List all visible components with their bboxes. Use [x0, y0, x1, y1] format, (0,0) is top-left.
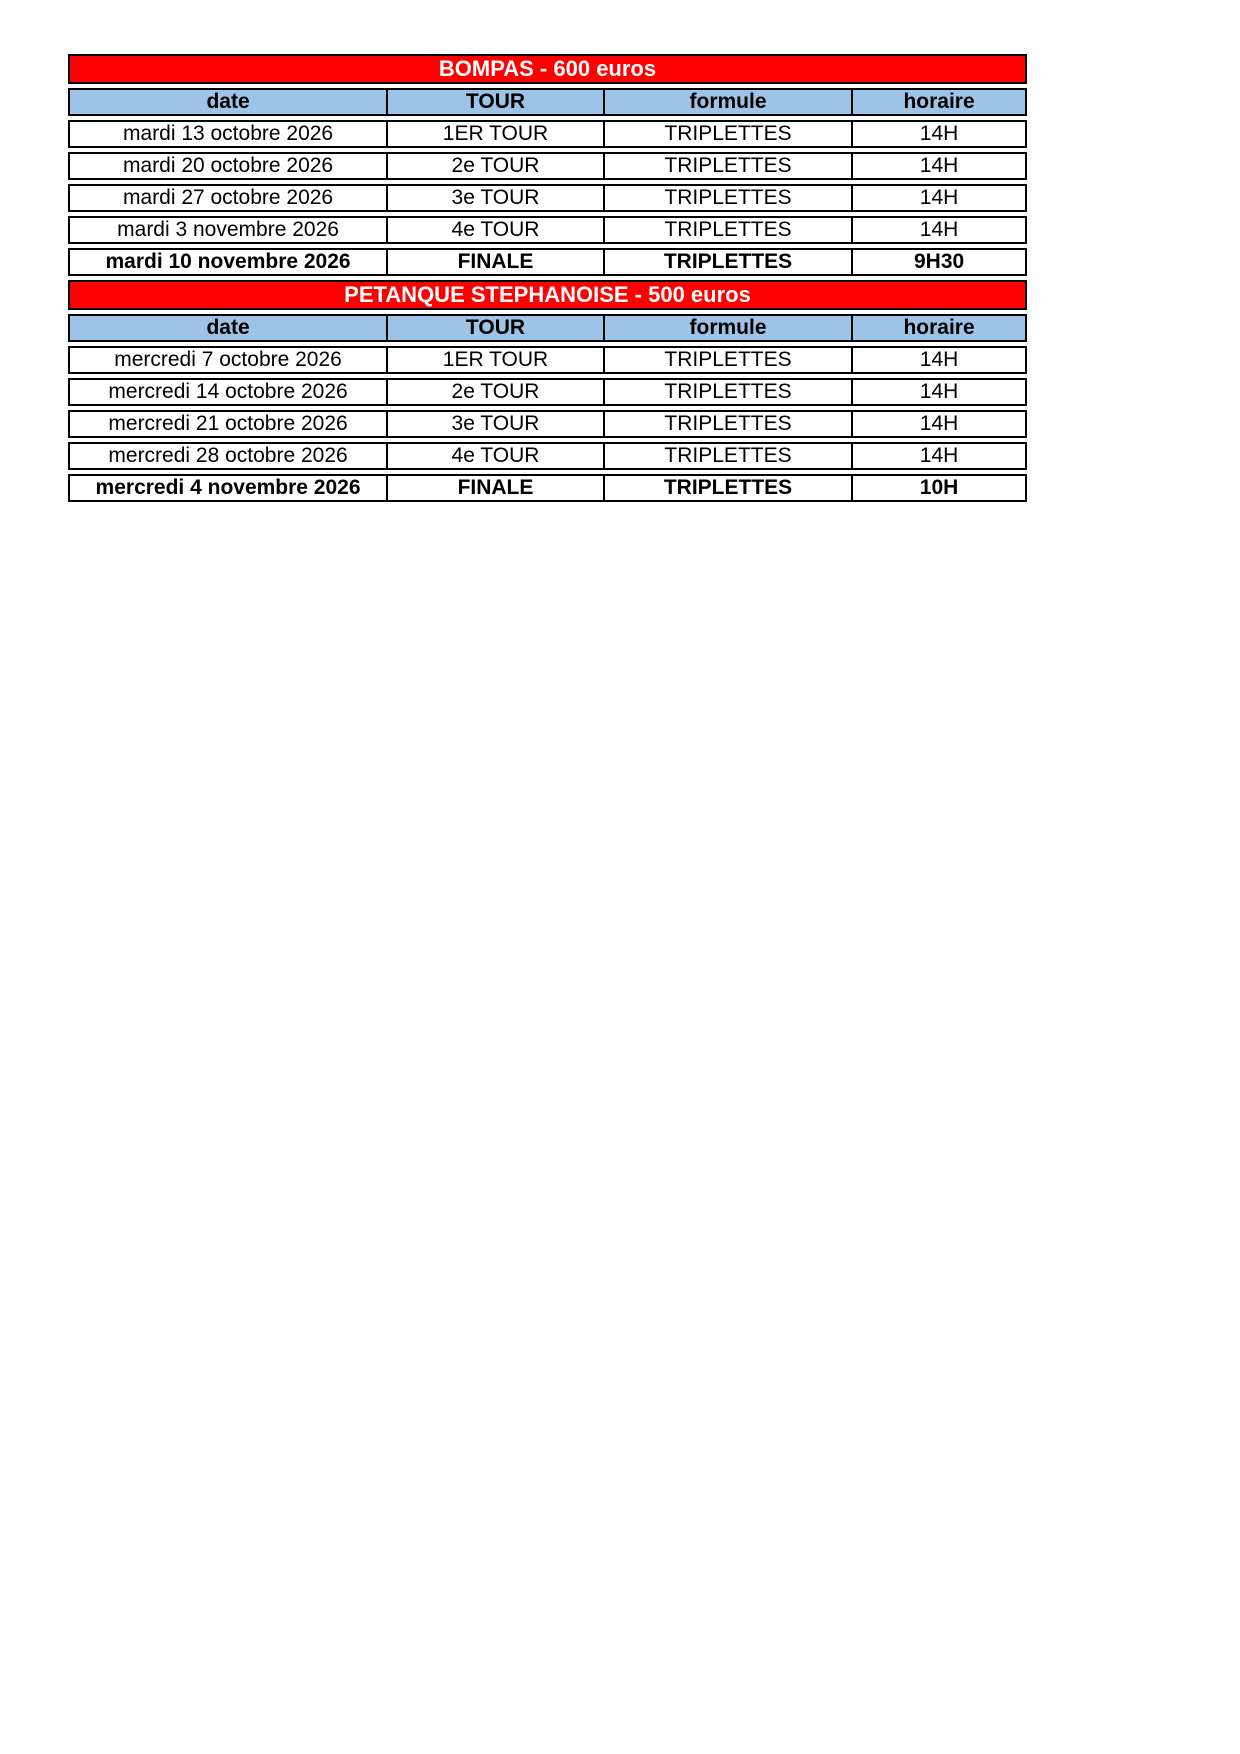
horaire-cell: 14H — [851, 154, 1025, 178]
table-row — [68, 378, 1027, 406]
table-header-row — [68, 314, 1027, 342]
horaire-cell: 14H — [851, 412, 1025, 436]
date-cell: mercredi 28 octobre 2026 — [108, 444, 348, 467]
formule-cell: TRIPLETTES — [603, 186, 851, 210]
schedule-sheet — [68, 54, 1027, 506]
horaire-cell: 10H — [851, 476, 1025, 500]
tour-cell: 1ER TOUR — [386, 122, 603, 146]
column-header-tour: TOUR — [386, 316, 603, 340]
table-row-finale — [68, 474, 1027, 502]
date-cell: mardi 13 octobre 2026 — [122, 122, 334, 145]
tour-cell: 2e TOUR — [386, 380, 603, 404]
table-header-row — [68, 88, 1027, 116]
date-cell: mercredi 14 octobre 2026 — [108, 380, 348, 403]
table-title-bar — [68, 280, 1027, 310]
column-header-horaire: horaire — [851, 90, 1025, 114]
tour-cell: 3e TOUR — [386, 186, 603, 210]
column-header-tour: TOUR — [386, 90, 603, 114]
tournament-table-bompas — [68, 54, 1027, 276]
table-title: BOMPAS - 600 euros — [438, 56, 657, 81]
column-header-date: date — [206, 316, 250, 339]
formule-cell: TRIPLETTES — [603, 412, 851, 436]
date-cell: mercredi 21 octobre 2026 — [108, 412, 348, 435]
date-cell: mardi 10 novembre 2026 — [105, 250, 351, 273]
column-header-date: date — [206, 90, 250, 113]
horaire-cell: 9H30 — [851, 250, 1025, 274]
tour-cell: 4e TOUR — [386, 444, 603, 468]
tour-cell: 3e TOUR — [386, 412, 603, 436]
table-row-finale — [68, 248, 1027, 276]
formule-cell: TRIPLETTES — [603, 250, 851, 274]
horaire-cell: 14H — [851, 348, 1025, 372]
column-header-horaire: horaire — [851, 316, 1025, 340]
horaire-cell: 14H — [851, 444, 1025, 468]
formule-cell: TRIPLETTES — [603, 122, 851, 146]
table-row — [68, 442, 1027, 470]
column-header-formule: formule — [603, 316, 851, 340]
tour-cell: 2e TOUR — [386, 154, 603, 178]
table-row — [68, 152, 1027, 180]
date-cell: mercredi 4 novembre 2026 — [95, 476, 361, 499]
date-cell: mercredi 7 octobre 2026 — [114, 348, 342, 371]
tour-cell: 4e TOUR — [386, 218, 603, 242]
table-row — [68, 216, 1027, 244]
formule-cell: TRIPLETTES — [603, 476, 851, 500]
date-cell: mardi 27 octobre 2026 — [122, 186, 334, 209]
table-row — [68, 346, 1027, 374]
formule-cell: TRIPLETTES — [603, 444, 851, 468]
horaire-cell: 14H — [851, 218, 1025, 242]
date-cell: mardi 20 octobre 2026 — [122, 154, 334, 177]
tour-cell: 1ER TOUR — [386, 348, 603, 372]
date-cell: mardi 3 novembre 2026 — [117, 218, 339, 241]
column-header-formule: formule — [603, 90, 851, 114]
formule-cell: TRIPLETTES — [603, 380, 851, 404]
horaire-cell: 14H — [851, 186, 1025, 210]
horaire-cell: 14H — [851, 122, 1025, 146]
table-row — [68, 120, 1027, 148]
table-row — [68, 410, 1027, 438]
table-row — [68, 184, 1027, 212]
tour-cell: FINALE — [386, 250, 603, 274]
tour-cell: FINALE — [386, 476, 603, 500]
horaire-cell: 14H — [851, 380, 1025, 404]
tournament-table-petanque-stephanoise — [68, 280, 1027, 502]
table-title: PETANQUE STEPHANOISE - 500 euros — [344, 282, 751, 307]
formule-cell: TRIPLETTES — [603, 348, 851, 372]
formule-cell: TRIPLETTES — [603, 154, 851, 178]
table-title-bar — [68, 54, 1027, 84]
formule-cell: TRIPLETTES — [603, 218, 851, 242]
